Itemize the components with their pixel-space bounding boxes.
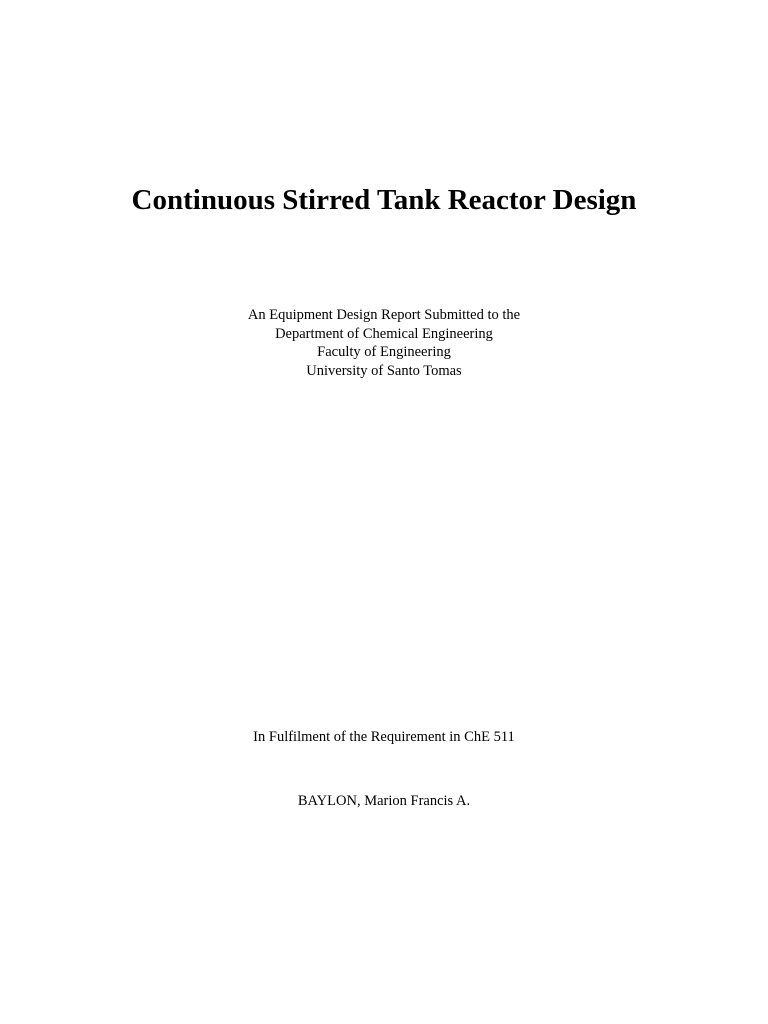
author-name: BAYLON, Marion Francis A. (297, 793, 471, 809)
document-title: Continuous Stirred Tank Reactor Design (131, 184, 637, 216)
submission-line: An Equipment Design Report Submitted to the (247, 307, 521, 323)
university-line: University of Santo Tomas (306, 362, 462, 379)
submission-statement (0, 306, 768, 380)
department-line: Department of Chemical Engineering (275, 325, 493, 342)
fulfilment-statement: In Fulfilment of the Requirement in ChE 511 (253, 729, 515, 745)
faculty-line: Faculty of Engineering (317, 344, 451, 360)
